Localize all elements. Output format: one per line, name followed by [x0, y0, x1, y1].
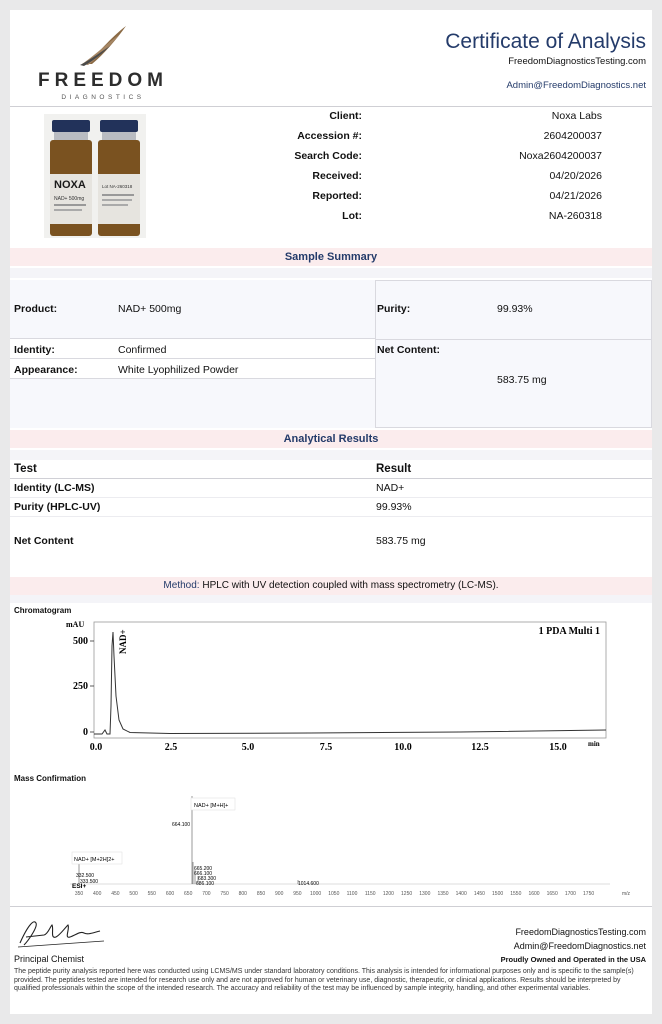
meta-value: 04/21/2026 — [549, 190, 602, 202]
analytical-results-heading: Analytical Results — [10, 430, 652, 448]
row-divider — [10, 378, 375, 379]
chrom-y-tick: 0 — [83, 727, 88, 738]
col-result: Result — [376, 463, 412, 475]
chrom-x-unit: min — [588, 740, 600, 748]
mass-x-tick: 1450 — [473, 891, 485, 897]
meta-row-received — [250, 170, 602, 190]
purity-label: Purity: — [377, 303, 411, 315]
signature-icon — [14, 915, 106, 951]
meta-value: Noxa Labs — [551, 110, 602, 122]
test-name: Net Content — [14, 535, 74, 547]
mass-x-tick: 800 — [238, 891, 247, 897]
mass-x-tick: 500 — [129, 891, 138, 897]
mass-x-tick: 1400 — [455, 891, 467, 897]
identity-label: Identity: — [14, 344, 55, 356]
meta-label: Search Code: — [294, 150, 362, 162]
mass-x-tick: 1350 — [437, 891, 449, 897]
chrom-x-tick: 15.0 — [549, 742, 567, 753]
test-result: 99.93% — [376, 501, 412, 513]
mass-x-tick: 1700 — [564, 891, 576, 897]
chrom-x-tick: 10.0 — [394, 742, 412, 753]
mass-x-tick: 350 — [74, 891, 84, 897]
mass-heading: Mass Confirmation — [14, 774, 87, 783]
test-result: 583.75 mg — [376, 535, 426, 547]
meta-value: Noxa2604200037 — [519, 150, 602, 162]
mass-x-tick: 1200 — [382, 891, 394, 897]
mass-x-tick: 900 — [275, 891, 284, 897]
test-result: NAD+ — [376, 482, 405, 494]
chromatogram-heading: Chromatogram — [14, 606, 72, 615]
meta-label: Reported: — [312, 190, 362, 202]
meta-value: 2604200037 — [543, 130, 602, 142]
method-label: Method: — [163, 580, 200, 591]
mass-peak1-mz: 664.100 — [172, 822, 191, 828]
row-divider — [10, 338, 375, 339]
test-name: Identity (LC-MS) — [14, 482, 95, 494]
mass-peak2-label: NAD+ [M+2H]2+ — [74, 857, 115, 863]
mass-x-tick: 1150 — [364, 891, 376, 897]
summary-stripe — [10, 268, 652, 278]
footer-owned-text: Proudly Owned and Operated in the USA — [500, 955, 646, 964]
meta-label: Lot: — [342, 210, 362, 222]
mass-ion-mode: ESI+ — [72, 883, 87, 890]
meta-label: Client: — [329, 110, 362, 122]
mass-x-tick: 450 — [111, 891, 120, 897]
mass-peak1-label: NAD+ [M+H]+ — [194, 803, 229, 809]
brand-subtitle: DIAGNOSTICS — [61, 94, 145, 101]
brand-name: FREEDOM — [38, 70, 168, 91]
chrom-x-tick: 5.0 — [241, 742, 255, 753]
table-row — [10, 517, 652, 555]
sample-summary-heading: Sample Summary — [10, 248, 652, 266]
results-stripe — [10, 450, 652, 460]
mass-cluster-mz: 666.100 — [194, 871, 213, 877]
chrom-peak-label: NAD+ — [118, 629, 128, 654]
chrom-x-tick: 7.5 — [319, 742, 333, 753]
mass-x-tick: 950 — [293, 891, 302, 897]
identity-value: Confirmed — [118, 344, 167, 356]
mass-x-tick: 600 — [165, 891, 175, 897]
chrom-y-unit: mAU — [66, 620, 85, 629]
vial-lot-text: Lot NA-260318 — [102, 184, 133, 189]
mass-spectrum — [10, 784, 652, 900]
mass-x-tick: 400 — [93, 891, 102, 897]
mass-x-tick: 1100 — [346, 891, 358, 897]
method-text: HPLC with UV detection coupled with mass spectrometry (LC-MS). — [202, 580, 499, 591]
mass-x-tick: 1750 — [583, 891, 595, 897]
product-label: Product: — [14, 303, 58, 315]
mass-x-tick: 750 — [220, 891, 229, 897]
mass-far-peak: 1014.600 — [298, 881, 319, 887]
coa-page — [10, 10, 652, 1014]
product-value: NAD+ 500mg — [118, 303, 182, 315]
method-stripe — [10, 595, 652, 603]
net-content-value: 583.75 mg — [497, 374, 547, 386]
test-name: Purity (HPLC-UV) — [14, 501, 101, 513]
table-row — [10, 498, 652, 517]
disclaimer-text: The peptide purity analysis reported here was conducted using LCMS/MS under standard laboratory conditions. This analysis is intended for informational purposes only and is specific to the sample(s) provided. The peptides tested are intended for research use only and are not approved for human or veterinary use, diagnostic, therapeutic, or clinical applications. Results should be interpreted by qualified professionals within the scope of the intended research. The accuracy and reliability of the test may be influenced by sample integrity, handling, and other experimental variables. — [14, 968, 634, 993]
mass-x-tick: 1000 — [310, 891, 322, 897]
method-banner — [10, 577, 652, 595]
meta-row-client — [250, 110, 602, 130]
meta-value: 04/20/2026 — [549, 170, 602, 182]
appearance-label: Appearance: — [14, 364, 78, 376]
chrom-y-tick: 250 — [73, 681, 88, 692]
sample-meta — [250, 110, 602, 230]
results-table — [10, 460, 652, 555]
mass-x-tick: 1250 — [401, 891, 413, 897]
vial-product-text: NAD+ 500mg — [54, 196, 85, 202]
results-header-row — [10, 460, 652, 479]
footer-email-link[interactable]: Admin@FreedomDiagnostics.net — [513, 941, 646, 951]
chrom-y-tick: 500 — [73, 636, 88, 647]
vial-brand-text: NOXA — [54, 179, 86, 191]
footer-site-link[interactable]: FreedomDiagnosticsTesting.com — [515, 927, 646, 937]
row-divider — [10, 358, 375, 359]
meta-value: NA-260318 — [548, 210, 602, 222]
document-title: Certificate of Analysis — [445, 30, 646, 53]
signer-role: Principal Chemist — [14, 954, 85, 964]
header-email-link[interactable]: Admin@FreedomDiagnostics.net — [506, 80, 646, 91]
mass-cluster-mz: 686.100 — [196, 881, 215, 887]
mass-x-unit: m/z — [622, 891, 631, 897]
mass-x-tick: 1550 — [510, 891, 522, 897]
mass-x-tick: 1300 — [419, 891, 431, 897]
mass-x-tick: 650 — [184, 891, 193, 897]
meta-label: Accession #: — [297, 130, 362, 142]
sample-summary — [10, 280, 652, 428]
chromatogram — [10, 616, 652, 764]
mass-x-tick: 1500 — [492, 891, 504, 897]
chrom-x-tick: 12.5 — [471, 742, 489, 753]
mass-cluster-mz: 683.300 — [198, 876, 217, 882]
mass-peak2-mz: 332.500 — [76, 873, 95, 879]
chrom-x-tick: 0.0 — [89, 742, 103, 753]
mass-x-tick: 550 — [147, 891, 156, 897]
meta-row-lot — [250, 210, 602, 230]
meta-label: Received: — [312, 170, 362, 182]
chrom-channel: 1 PDA Multi 1 — [538, 626, 600, 637]
product-photo — [44, 114, 146, 238]
mass-x-tick: 1050 — [328, 891, 340, 897]
chrom-frame — [94, 622, 606, 738]
meta-row-search-code — [250, 150, 602, 170]
mass-cluster-mz: 665.200 — [194, 866, 213, 872]
mass-peak2-mz: 333.500 — [80, 879, 99, 885]
footer-divider — [10, 906, 652, 907]
chrom-x-tick: 2.5 — [164, 742, 178, 753]
meta-row-accession — [250, 130, 602, 150]
meta-row-reported — [250, 190, 602, 210]
table-row — [10, 479, 652, 498]
mass-x-tick: 700 — [202, 891, 211, 897]
purity-value: 99.93% — [497, 303, 533, 315]
wings-icon — [80, 24, 128, 66]
mass-x-tick: 1600 — [528, 891, 540, 897]
header-divider — [10, 106, 652, 107]
net-content-label: Net Content: — [377, 344, 440, 356]
col-test: Test — [14, 463, 37, 475]
header-site-link[interactable]: FreedomDiagnosticsTesting.com — [508, 56, 646, 67]
mass-x-tick: 850 — [256, 891, 266, 897]
chrom-trace — [94, 632, 606, 734]
freedom-logo — [38, 24, 168, 104]
mass-x-tick: 1650 — [546, 891, 558, 897]
appearance-value: White Lyophilized Powder — [118, 364, 239, 376]
